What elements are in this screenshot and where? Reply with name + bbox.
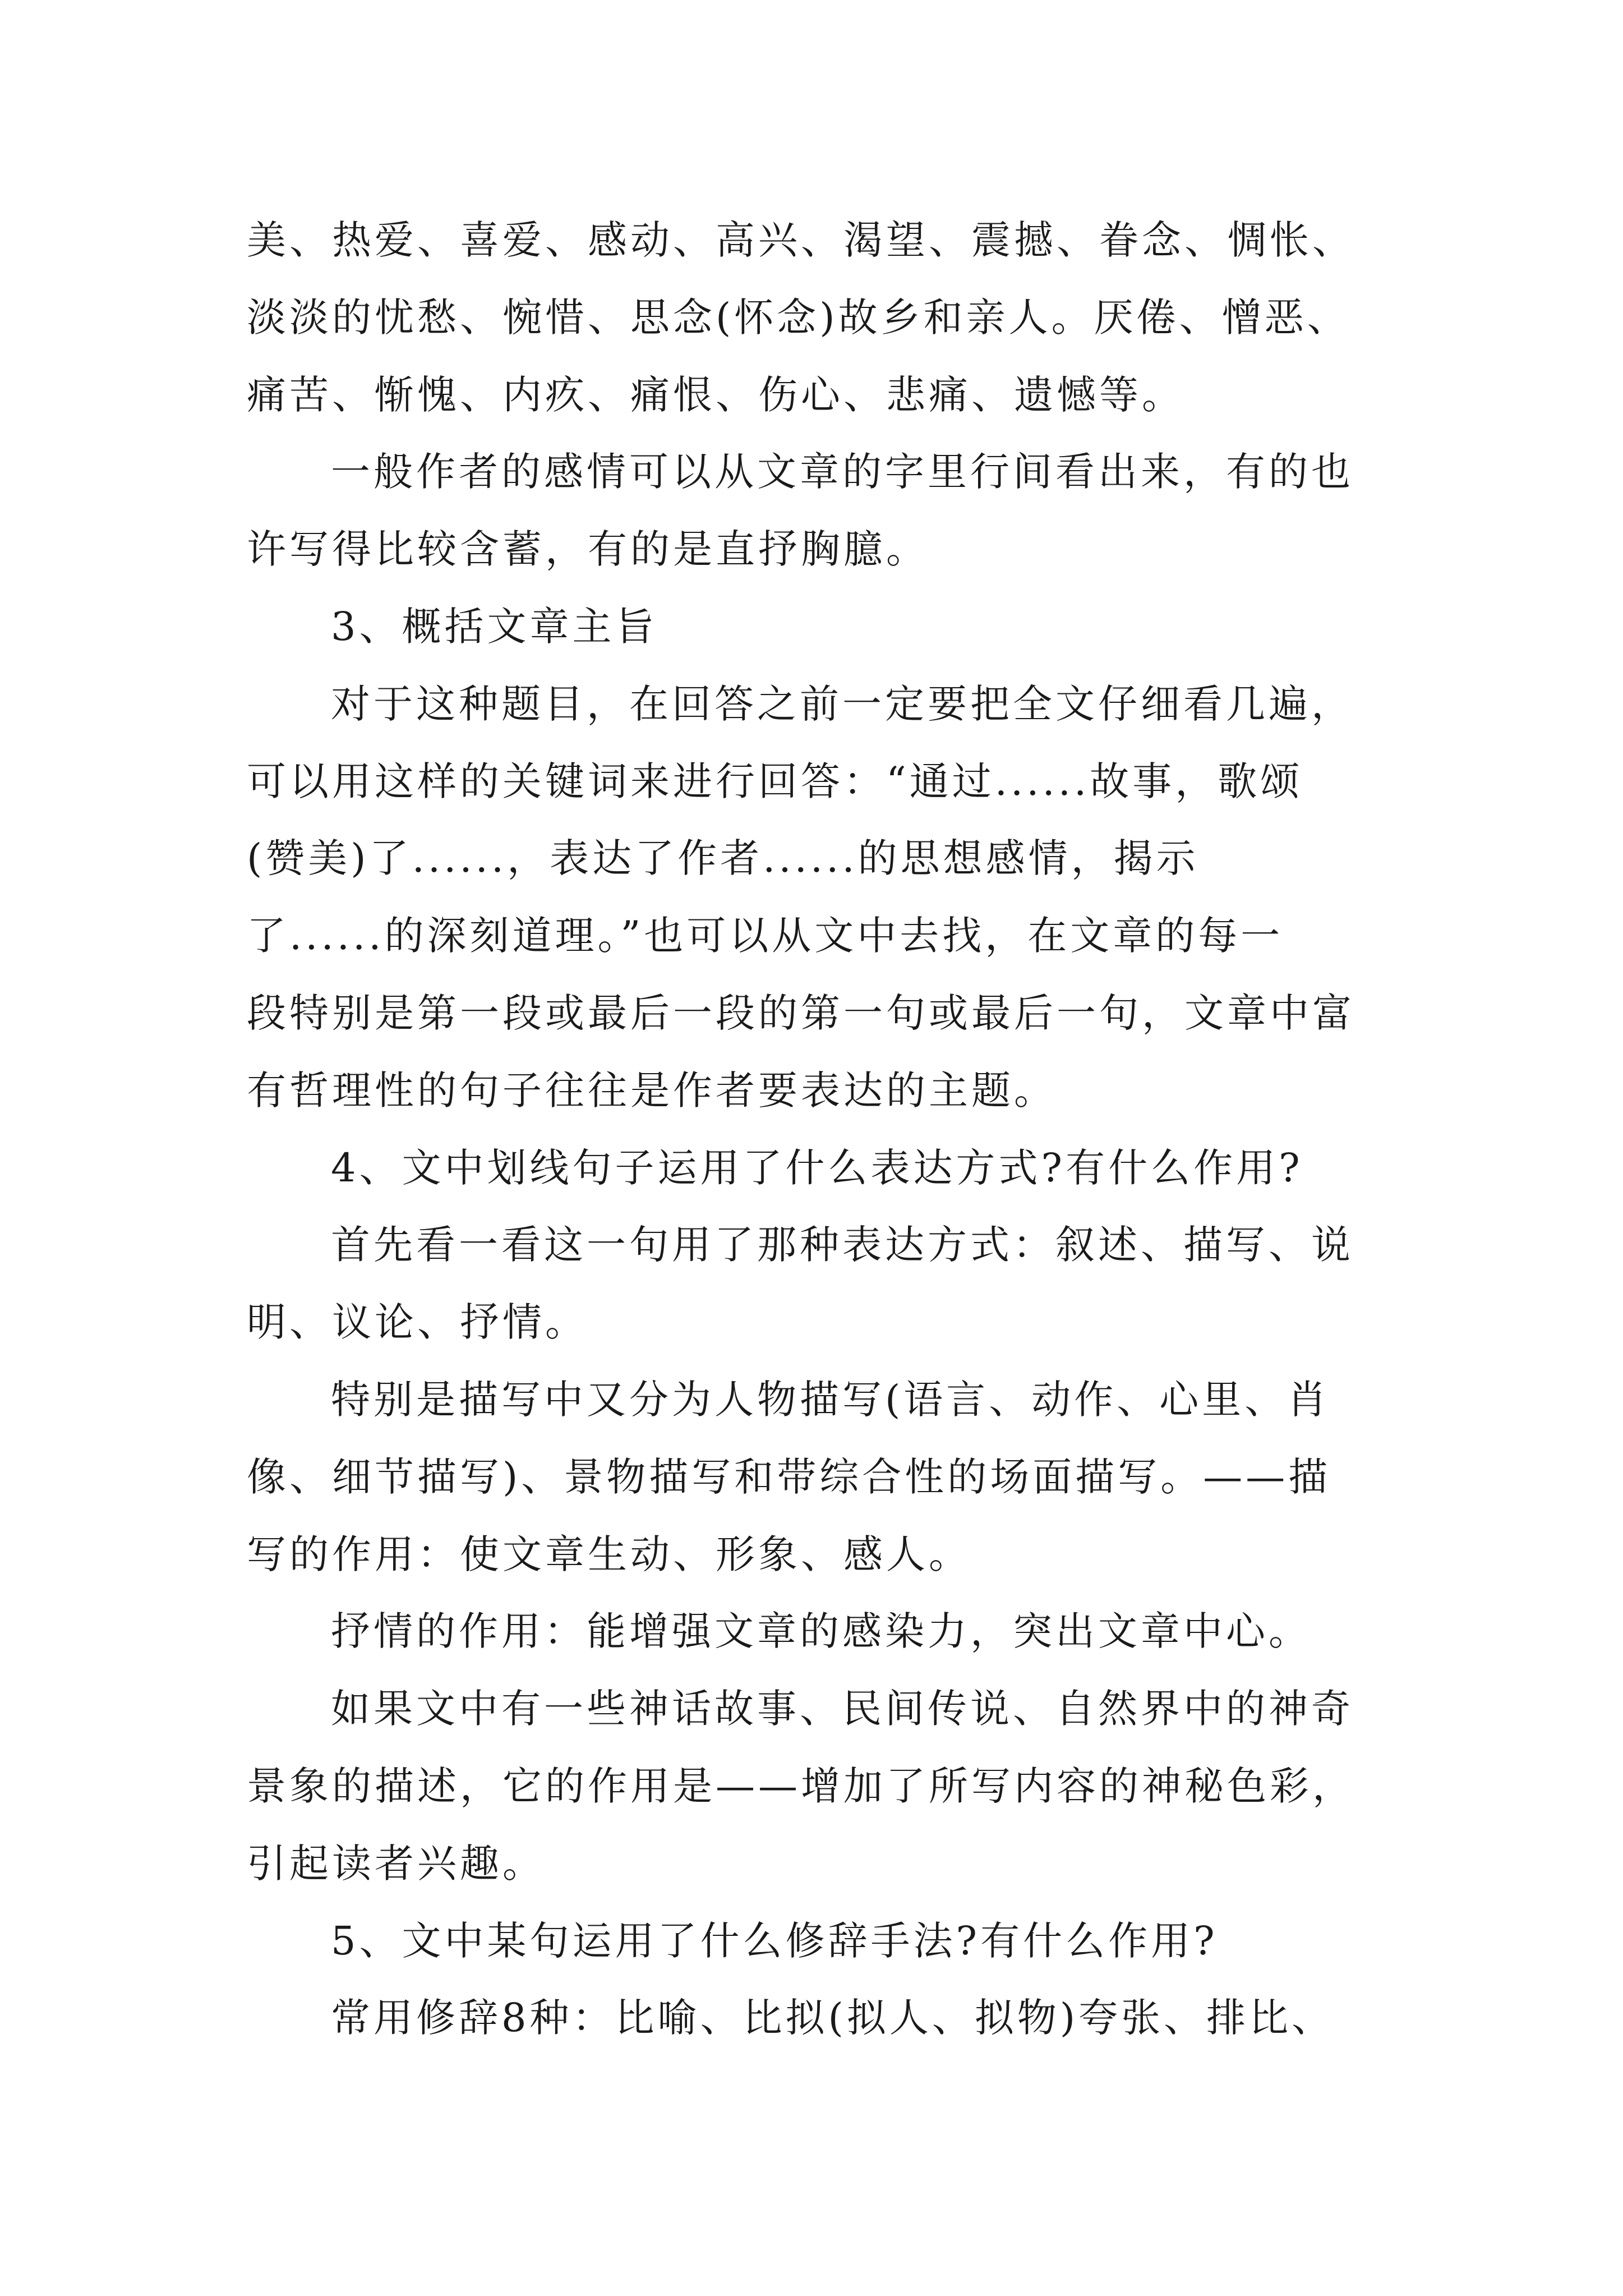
text-line: 了......的深刻道理。”也可以从文中去找，在文章的每一 — [247, 913, 1284, 959]
text-line: 像、细节描写)、景物描写和带综合性的场面描写。——描 — [247, 1453, 1331, 1500]
text-line: 对于这种题目，在回答之前一定要把全文仔细看几遍， — [331, 680, 1354, 727]
text-line: 许写得比较含蓄，有的是直抒胸臆。 — [247, 526, 929, 573]
text-line: 痛苦、惭愧、内疚、痛恨、伤心、悲痛、遗憾等。 — [247, 371, 1184, 418]
section-heading: 5、文中某句运用了什么修辞手法?有什么作用? — [331, 1917, 1218, 1964]
text-line: 可以用这样的关键词来进行回答：“通过......故事，歌颂 — [247, 758, 1303, 804]
text-line: 景象的描述，它的作用是——增加了所写内容的神秘色彩， — [247, 1763, 1355, 1809]
text-line: 首先看一看这一句用了那种表达方式：叙述、描写、说 — [331, 1222, 1354, 1268]
text-line: 抒情的作用：能增强文章的感染力，突出文章中心。 — [331, 1608, 1311, 1655]
body-text — [247, 202, 1419, 2057]
text-line: 明、议论、抒情。 — [247, 1299, 588, 1346]
text-line: (赞美)了......，表达了作者......的思想感情，揭示 — [247, 835, 1199, 882]
text-line: 有哲理性的句子往往是作者要表达的主题。 — [247, 1067, 1057, 1114]
text-line: 一般作者的感情可以从文章的字里行间看出来，有的也 — [331, 449, 1354, 495]
text-line: 美、热爱、喜爱、感动、高兴、渴望、震撼、眷念、惆怅、 — [247, 217, 1355, 263]
text-line: 引起读者兴趣。 — [247, 1840, 545, 1887]
text-line: 常用修辞8种：比喻、比拟(拟人、拟物)夸张、排比、 — [331, 1995, 1335, 2041]
section-heading: 3、概括文章主旨 — [331, 603, 658, 650]
text-line: 特别是描写中又分为人物描写(语言、动作、心里、肖 — [331, 1376, 1330, 1423]
text-line: 写的作用：使文章生动、形象、感人。 — [247, 1531, 971, 1577]
text-line: 淡淡的忧愁、惋惜、思念(怀念)故乡和亲人。厌倦、憎恶、 — [247, 294, 1350, 341]
text-line: 段特别是第一段或最后一段的第一句或最后一句，文章中富 — [247, 990, 1355, 1036]
section-heading: 4、文中划线句子运用了什么表达方式?有什么作用? — [331, 1144, 1303, 1191]
text-line: 如果文中有一些神话故事、民间传说、自然界中的神奇 — [331, 1686, 1354, 1732]
